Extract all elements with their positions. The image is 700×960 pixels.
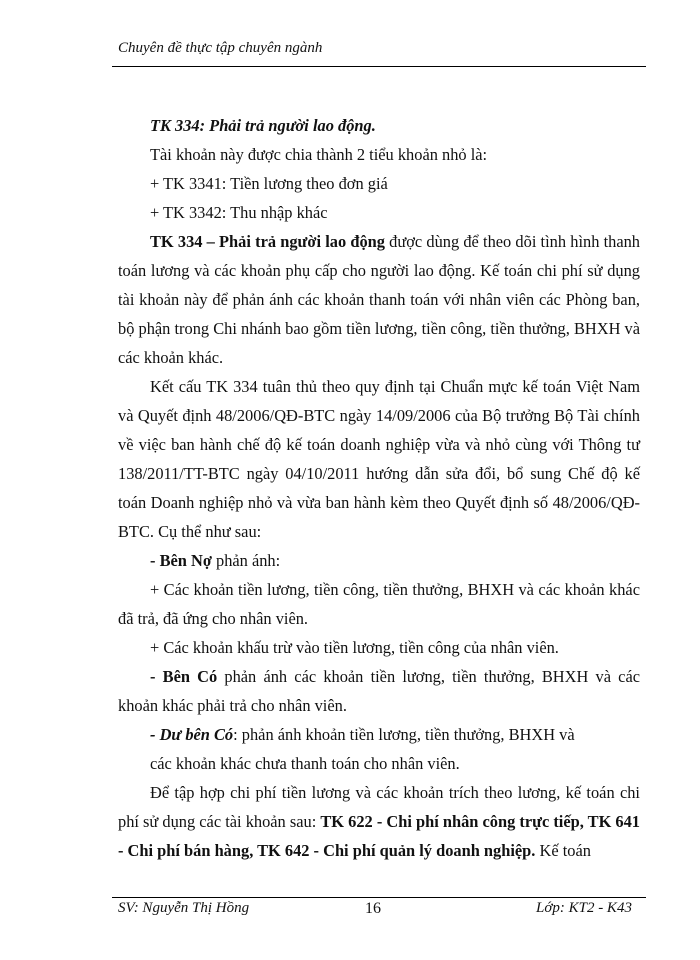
debit-item-2: + Các khoản khấu trừ vào tiền lương, tiền công của nhân viên. — [150, 638, 559, 657]
section-heading — [118, 111, 640, 140]
credit-side-paragraph — [118, 662, 640, 720]
debit-side-line — [118, 546, 640, 575]
footer-student-name: SV: Nguyễn Thị Hồng — [118, 900, 250, 916]
credit-dash: - — [150, 667, 163, 686]
credit-label: Bên Có — [162, 667, 218, 686]
cost-accounts-intro: Để tập hợp chi phí tiền lương và các khoản trích theo lương, kế toán chi phí sử dụng các tài khoản sau: — [118, 783, 640, 831]
footer-page-number: 16 — [365, 900, 381, 917]
balance-label: Dư bên Có — [159, 725, 234, 744]
section-heading-text: TK 334: Phải trả người lao động. — [150, 116, 376, 135]
subaccount-3341: + TK 3341: Tiền lương theo đơn giá — [150, 174, 388, 193]
debit-text: phản ánh: — [211, 551, 281, 570]
intro-paragraph: Tài khoản này được chia thành 2 tiểu khoản nhỏ là: — [150, 145, 488, 164]
paragraph-structure: Kết cấu TK 334 tuân thủ theo quy định tại Chuẩn mực kế toán Việt Nam và Quyết định 48/2006/QĐ-BTC ngày 14/09/2006 của Bộ trưởng Bộ Tài chính về việc ban hành chế độ kế toán doanh nghiệp vừa và nhỏ cùng với Thông tư 138/2011/TT-BTC ngày 04/10/2011 hướng dẫn sửa đổi, bổ sung Chế độ kế toán Doanh nghiệp nhỏ và vừa ban hành kèm theo Quyết định số 48/2006/QĐ-BTC. Cụ thể như sau: — [118, 377, 640, 541]
balance-line-2: các khoản khác chưa thanh toán cho nhân viên. — [150, 754, 460, 773]
footer-class: Lớp: KT2 - K43 — [536, 900, 632, 916]
balance-text: : phản ánh khoản tiền lương, tiền thưởng, BHXH và — [233, 725, 575, 744]
tk334-description-text: được dùng để theo dõi tình hình thanh toán lương và các khoản phụ cấp cho người lao động. Kế toán chi phí sử dụng tài khoản này để phản ánh các khoản thanh toán với nhân viên các Phòng ban, bộ phận trong Chi nhánh bao gồm tiền lương, tiền công, tiền thưởng, BHXH và các khoản khác. — [118, 232, 640, 367]
cost-accounts-list: TK 622 - Chi phí nhân công trực tiếp, TK 641 - Chi phí bán hàng, TK 642 - Chi phí quản lý doanh nghiệp. — [118, 812, 641, 860]
debit-label: Bên Nợ — [159, 551, 212, 570]
credit-text: phản ánh các khoản tiền lương, tiền thưởng, BHXH và các khoản khác phải trả cho nhân viên. — [118, 667, 640, 715]
tk334-title: TK 334 – Phải trả người lao động — [150, 232, 385, 251]
balance-line — [118, 720, 640, 749]
paragraph-tk334-description — [118, 227, 640, 372]
footer-divider — [112, 897, 646, 898]
balance-dash: - — [150, 725, 160, 744]
paragraph-cost-accounts — [118, 778, 640, 865]
page-header-title: Chuyên đề thực tập chuyên ngành — [118, 40, 323, 56]
cost-accounts-end: Kế toán — [535, 841, 591, 860]
document-body — [118, 111, 640, 865]
subaccount-3342: + TK 3342: Thu nhập khác — [150, 203, 328, 222]
header-divider — [112, 66, 646, 67]
debit-dash: - — [150, 551, 160, 570]
debit-item-1: + Các khoản tiền lương, tiền công, tiền thưởng, BHXH và các khoản khác đã trả, đã ứng cho nhân viên. — [118, 580, 640, 628]
